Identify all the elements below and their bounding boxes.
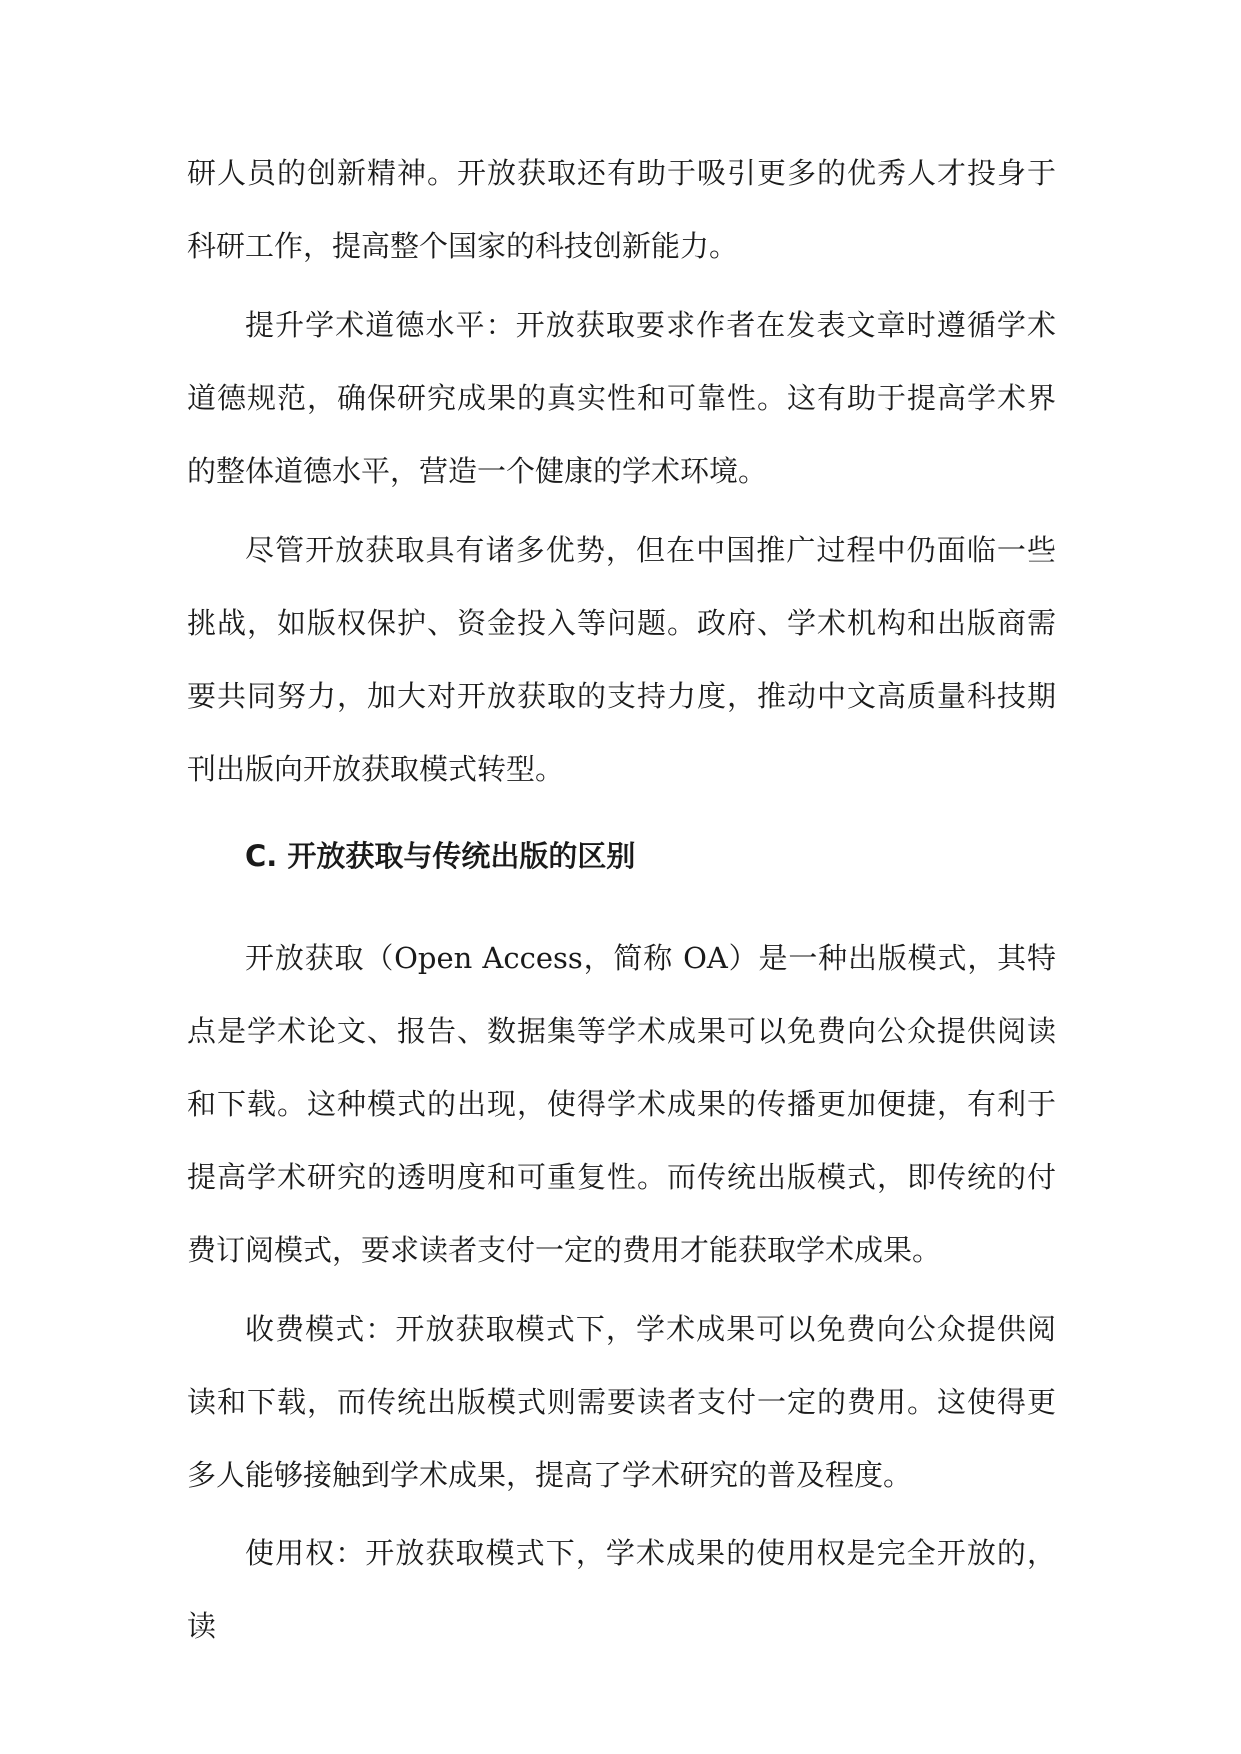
section-heading: C. 开放获取与传统出版的区别 <box>245 839 636 873</box>
paragraph-continuation: 研人员的创新精神。开放获取还有助于吸引更多的优秀人才投身于科研工作，提高整个国家的科技创新能力。 <box>187 156 1056 263</box>
paragraph-oa-definition: 开放获取（Open Access，简称 OA）是一种出版模式，其特点是学术论文、报告、数据集等学术成果可以免费向公众提供阅读和下载。这种模式的出现，使得学术成果的传播更加便捷，有利于提高学术研究的透明度和可重复性。而传统出版模式，即传统的付费订阅模式，要求读者支付一定的费用才能获取学术成果。 <box>187 941 1056 1267</box>
paragraph-challenges: 尽管开放获取具有诸多优势，但在中国推广过程中仍面临一些挑战，如版权保护、资金投入等问题。政府、学术机构和出版商需要共同努力，加大对开放获取的支持力度，推动中文高质量科技期刊出版向开放获取模式转型。 <box>187 533 1056 786</box>
paragraph-fee-model: 收费模式：开放获取模式下，学术成果可以免费向公众提供阅读和下载，而传统出版模式则需要读者支付一定的费用。这使得更多人能够接触到学术成果，提高了学术研究的普及程度。 <box>187 1312 1056 1492</box>
paragraph-usage-rights: 使用权：开放获取模式下，学术成果的使用权是完全开放的，读 <box>187 1536 1056 1643</box>
paragraph-academic-ethics: 提升学术道德水平：开放获取要求作者在发表文章时遵循学术道德规范，确保研究成果的真实性和可靠性。这有助于提高学术界的整体道德水平，营造一个健康的学术环境。 <box>187 308 1056 488</box>
